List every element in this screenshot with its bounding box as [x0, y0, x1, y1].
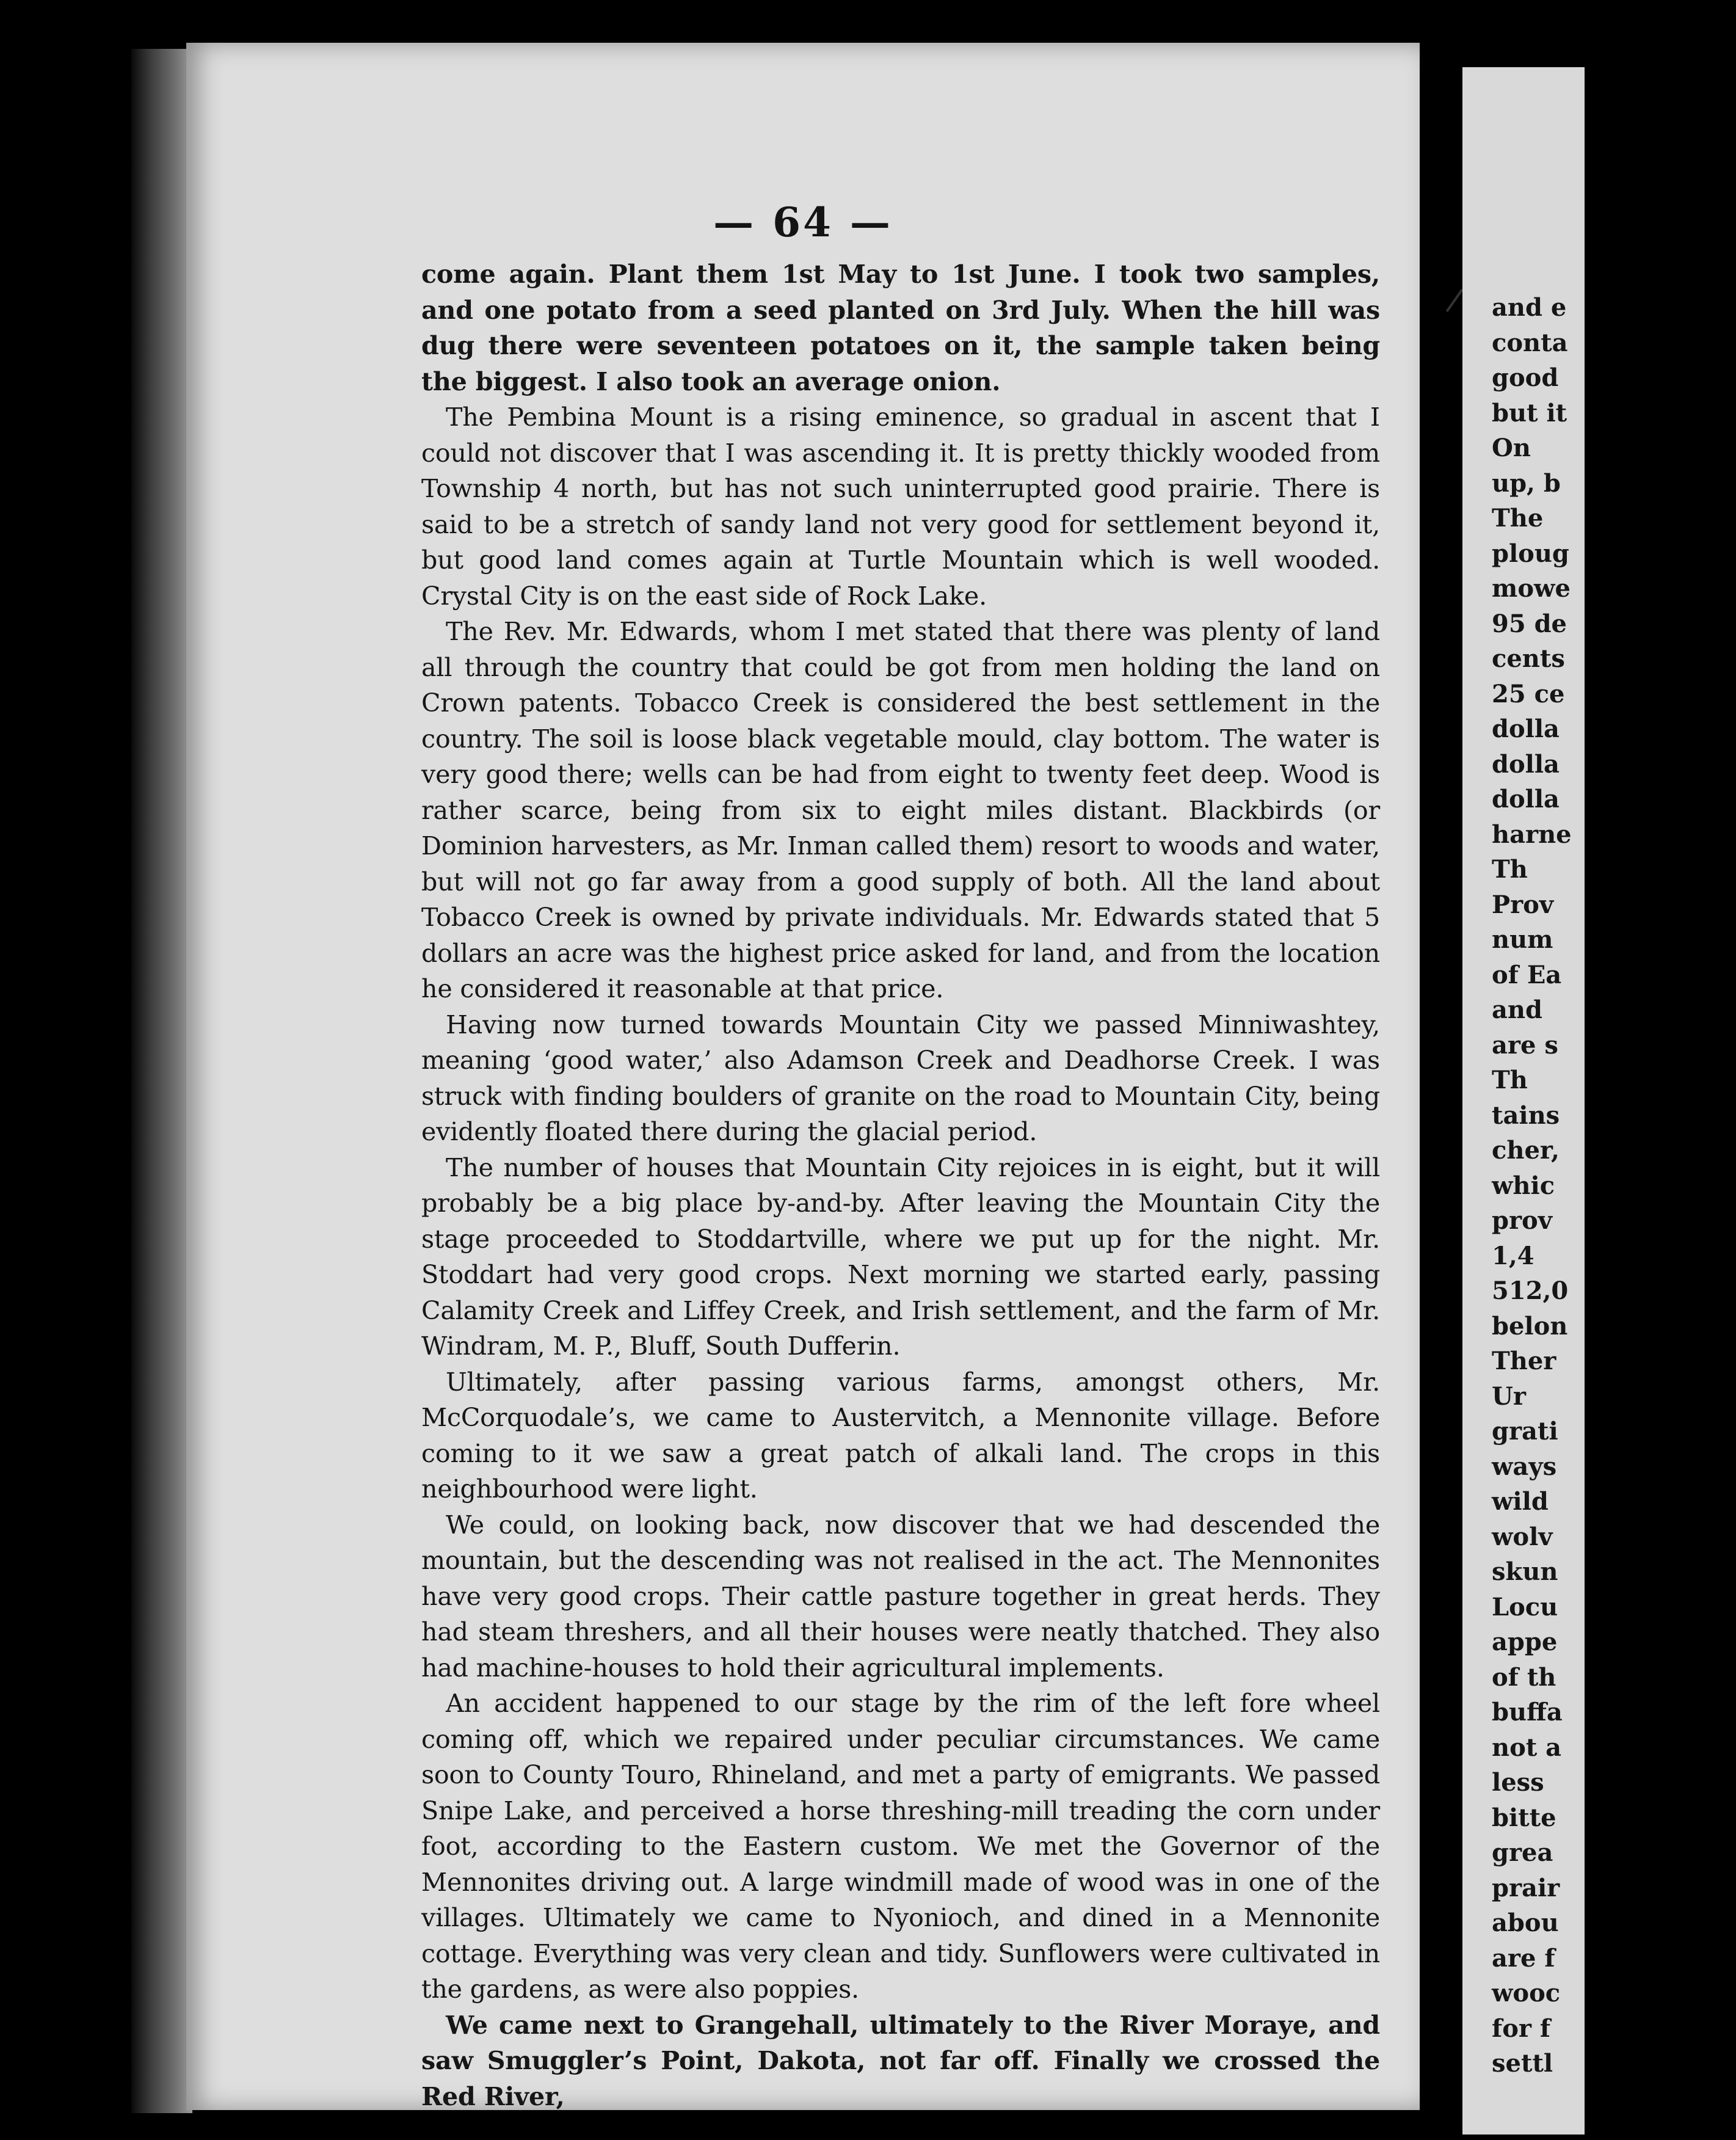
right-page-line: whic [1492, 1171, 1555, 1200]
right-page-line: prov [1492, 1206, 1552, 1235]
right-page-line: Th [1492, 855, 1528, 884]
right-page-line: are f [1492, 1943, 1555, 1973]
right-page-line: up, b [1492, 468, 1561, 498]
right-page-line: Th [1492, 1066, 1528, 1094]
right-page-line: but it [1492, 398, 1567, 428]
stray-pen-mark [1446, 289, 1464, 312]
right-page-line: ways [1492, 1452, 1557, 1481]
right-page-line: Prov [1492, 890, 1554, 919]
right-page-fragment [1462, 67, 1585, 2135]
paragraph: An accident happened to our stage by the rim of the left fore wheel coming off, which we repaired under peculiar circumstances. We came soon to County Touro, Rhineland, and met a party of emigrants. We passed Snipe Lake, and perceived a horse threshing-mill treading the corn under foot, according to the Eastern custom. We met the Governor of the Mennonites driving out. A large windmill made of wood was in one of the villages. Ultimately we came to Nyonioch, and dined in a Mennonite cottage. Everything was very clean and tidy. Sunflowers were cultivated in the gardens, as were also poppies. [421, 1689, 1380, 2004]
book-spine [131, 49, 192, 2113]
right-page-line: Ur [1492, 1381, 1526, 1411]
right-page-line: Locu [1492, 1592, 1558, 1621]
right-page-line: 25 ce [1492, 679, 1565, 708]
right-page-line: abou [1492, 1909, 1559, 1937]
right-page-line: mowe [1492, 574, 1571, 603]
paragraph: The Rev. Mr. Edwards, whom I met stated that there was plenty of land all through the country that could be got from men holding the land on Crown patents. Tobacco Creek is considered the best settlement in the country. The soil is loose black vegetable mould, clay bottom. The water is very good there; wells can be had from eight to twenty feet deep. Wood is rather scarce, being from six to eight miles distant. Blackbirds (or Dominion harvesters, as Mr. Inman called them) resort to woods and water, but will not go far away from a good supply of both. All the land about Tobacco Creek is owned by private individuals. Mr. Edwards stated that 5 dollars an acre was the highest price asked for land, and from the location he considered it reasonable at that price. [421, 617, 1380, 1003]
right-page-line: buffa [1492, 1698, 1563, 1727]
right-page-line: The [1492, 504, 1544, 533]
right-page-line: tains [1492, 1101, 1560, 1130]
right-page-line: settl [1492, 2049, 1553, 2078]
right-page-line: wooc [1492, 1979, 1561, 2007]
right-page-line: are s [1492, 1030, 1558, 1060]
right-page-text [1492, 290, 1736, 2081]
right-page-line: prair [1492, 1873, 1560, 1902]
right-page-line: wolv [1492, 1522, 1553, 1551]
paragraph: Ultimately, after passing various farms, amongst others, Mr. McCorquodale’s, we came to Austervitch, a Mennonite village. Before coming to it we saw a great patch of alkali land. The crops in this neighbourhood were light. [421, 1367, 1380, 1504]
right-page-line: bitte [1492, 1803, 1556, 1832]
right-page-line: and e [1492, 293, 1567, 322]
right-page-line: appe [1492, 1628, 1558, 1656]
paragraph: The Pembina Mount is a rising eminence, so gradual in ascent that I could not discover that I was ascending it. It is pretty thickly wooded from Township 4 north, but has not such uninterrupted good prairie. There is said to be a stretch of sandy land not very good for settlement beyond it, but good land comes again at Turtle Mountain which is well wooded. Crystal City is on the east side of Rock Lake. [421, 402, 1380, 611]
right-page-line: dolla [1492, 785, 1560, 813]
right-page-line: harne [1492, 820, 1572, 849]
page-number: — 64 — [713, 198, 893, 246]
right-page-line: and [1492, 995, 1542, 1024]
right-page-line: dolla [1492, 715, 1560, 743]
right-page-line: skun [1492, 1557, 1558, 1586]
body-text [421, 257, 1380, 2114]
right-page-line: 95 de [1492, 609, 1567, 638]
right-page-line: On [1492, 434, 1531, 462]
right-page-line: cents [1492, 644, 1565, 673]
right-page-line: ploug [1492, 539, 1569, 568]
paragraph: We could, on looking back, now discover that we had descended the mountain, but the descending was not realised in the act. The Mennonites have very good crops. Their cattle pasture together in great herds. They had steam threshers, and all their houses were neatly thatched. They also had machine-houses to hold their agricultural implements. [421, 1510, 1380, 1683]
right-page-line: of Ea [1492, 960, 1562, 989]
right-page-line: good [1492, 363, 1559, 392]
paragraph: come again. Plant them 1st May to 1st June. I took two samples, and one potato from a seed planted on 3rd July. When the hill was dug there were seventeen potatoes on it, the sample taken being the biggest. I also took an average onion. [421, 259, 1380, 396]
paragraph: The number of houses that Mountain City rejoices in is eight, but it will probably be a big place by-and-by. After leaving the Mountain City the stage proceeded to Stoddartville, where we put up for the night. Mr. Stoddart had very good crops. Next morning we started early, passing Calamity Creek and Liffey Creek, and Irish settlement, and the farm of Mr. Windram, M. P., Bluff, South Dufferin. [421, 1152, 1380, 1361]
paragraph: We came next to Grangehall, ultimately to the River Moraye, and saw Smuggler’s Point, Dakota, not far off. Finally we crossed the Red River, [421, 2009, 1380, 2111]
right-page-line: 512,0 [1492, 1276, 1569, 1305]
right-page-line: dolla [1492, 749, 1560, 779]
right-page-line: 1,4 [1492, 1241, 1534, 1270]
right-page-line: not a [1492, 1733, 1562, 1762]
right-page-line: for f [1492, 2014, 1551, 2043]
right-page-line: belon [1492, 1311, 1568, 1341]
right-page-line: of th [1492, 1662, 1556, 1692]
right-page-line: wild [1492, 1487, 1549, 1516]
right-page-line: grea [1492, 1838, 1553, 1867]
right-page-line: grati [1492, 1417, 1558, 1446]
paragraph: Having now turned towards Mountain City we passed Minniwashtey, meaning ‘good water,’ also Adamson Creek and Deadhorse Creek. I was struck with finding boulders of granite on the road to Mountain City, being evidently floated there during the glacial period. [421, 1010, 1380, 1146]
right-page-line: cher, [1492, 1136, 1560, 1165]
right-page-line: less [1492, 1768, 1544, 1797]
right-page-line: num [1492, 925, 1553, 954]
right-page-line: Ther [1492, 1347, 1556, 1375]
right-page-line: conta [1492, 328, 1568, 357]
